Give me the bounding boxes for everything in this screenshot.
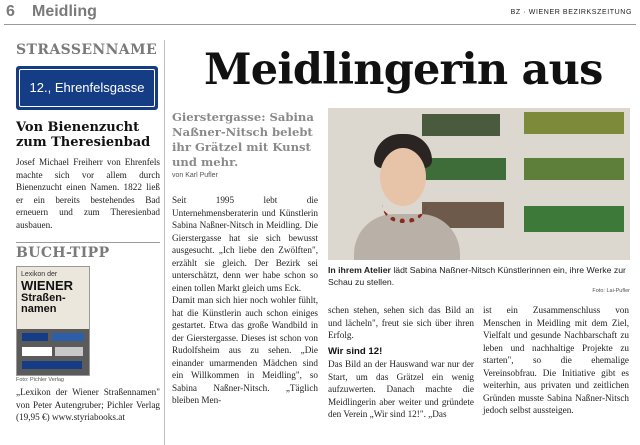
book-caption: „Lexikon der Wiener Straßennamen" von Peter Autengruber; Pichler Verlag (19,95 €) www.styriabooks.at xyxy=(16,387,160,422)
article-paragraph: Das Bild an der Hauswand war nur der Start, um das Grätzel ein wenig aufzuwerten. Danach machte die Meidlingerin aber weiter und gründete den Verein „Wir sind 12!". „Das xyxy=(328,359,474,419)
artwork-image xyxy=(524,112,624,134)
street-sign-border xyxy=(19,69,155,107)
artwork-image xyxy=(422,114,500,136)
street-sign xyxy=(16,66,158,110)
book-street-sign-icon xyxy=(22,347,52,356)
article-byline: von Karl Pufler xyxy=(172,172,218,179)
article-paragraph: schen stehen, sehen sich das Bild an und lächeln", freut sie sich über ihren Erfolg. xyxy=(328,305,474,340)
street-name-label: STRASSENNAME xyxy=(16,42,158,58)
photo-caption xyxy=(328,264,630,288)
book-cover-line1: Lexikon der xyxy=(21,271,58,278)
page-number: 6 xyxy=(6,3,15,20)
artwork-image xyxy=(524,158,624,180)
artwork-image xyxy=(422,158,506,180)
article-paragraph: Seit 1995 lebt die Unternehmensberaterin und Künstlerin Sabina Naßner-Nitsch in Meidling. Die Gierstergasse hat sie sich bewusst ausgesucht. „Ich liebe den Zwölften", erzählt sie gleich. Der Bezirk sei unterschätzt, denn wer habe schon so einen tollen Markt gleich ums Eck. xyxy=(172,195,318,293)
book-photo-credit: Foto: Pichler Verlag xyxy=(16,377,64,383)
photo-credit: Foto: Lai-Pufler xyxy=(592,288,630,294)
section-name: Meidling xyxy=(32,3,97,20)
publication-name: BZ · WIENER BEZIRKSZEITUNG xyxy=(510,9,632,16)
book-tip-label: BUCH-TIPP xyxy=(16,245,110,261)
artwork-image xyxy=(524,206,624,232)
sidebar-rule xyxy=(16,242,160,243)
book-street-sign-icon xyxy=(22,333,48,341)
article-column-1 xyxy=(172,194,318,407)
page-header xyxy=(0,0,640,24)
book-cover-line2: WIENER xyxy=(21,278,73,293)
book-cover-line3: Straßen- namen xyxy=(21,292,66,315)
portrait-face xyxy=(380,148,426,206)
photo-caption-text: lädt Sabina Naßner-Nitsch Künstlerinnen ein, ihre Werke zur Schau zu stellen. xyxy=(328,265,626,287)
book-street-sign-icon xyxy=(52,333,84,341)
article-column-2 xyxy=(328,304,474,421)
column-rule xyxy=(164,40,165,445)
photo-caption-lead: In ihrem Atelier xyxy=(328,265,391,275)
article-photo xyxy=(328,108,630,260)
book-street-sign-icon xyxy=(22,361,82,369)
article-paragraph: Damit man sich hier noch wohler fühlt, hat die Künstlerin auch schon einiges gestartet. Etwa das große Wandbild in der Gierstergasse. Dieses ist schon von Rudolfsheim aus zu sehen. „Die einander umarmenden Mädchen sind ein Willkommen in Meidling", so Sabina Naßner-Nitsch. „Täglich bleiben Men- xyxy=(172,295,318,405)
article-deck: Gierstergasse: Sabina Naßner-Nitsch belebt ihr Grätzel mit Kunst und mehr. xyxy=(172,110,314,169)
header-rule xyxy=(4,24,636,25)
sidebar-title: Von Bienenzucht zum Theresienbad xyxy=(16,120,151,150)
article-subheading: Wir sind 12! xyxy=(328,345,383,357)
book-cover xyxy=(16,266,90,376)
article-column-3: ist ein Zusammenschluss von Menschen in Meidling mit dem Ziel, Vielfalt und gesunde Nachbarschaft zu leben und nachhaltige Projekte zu starten", so die ehemalige Vereinsobfrau. Die Initiative gibt es weiterhin, aus privaten und zeitlichen Gründen musste Sabina Naßner-Nitsch jedoch selbst aussteigen. xyxy=(483,305,629,415)
street-sign-text: 12., Ehrenfelsgasse xyxy=(29,80,145,95)
book-street-sign-icon xyxy=(55,347,83,356)
article-headline: Meidlingerin aus xyxy=(204,45,603,95)
sidebar-body: Josef Michael Freiherr von Ehrenfels machte sich vor allem durch Bienenzucht einen Namen. 1822 ließ er ein bereits bestehendes Bad erneuern und zum Theresienbad ausbauen. xyxy=(16,157,160,230)
